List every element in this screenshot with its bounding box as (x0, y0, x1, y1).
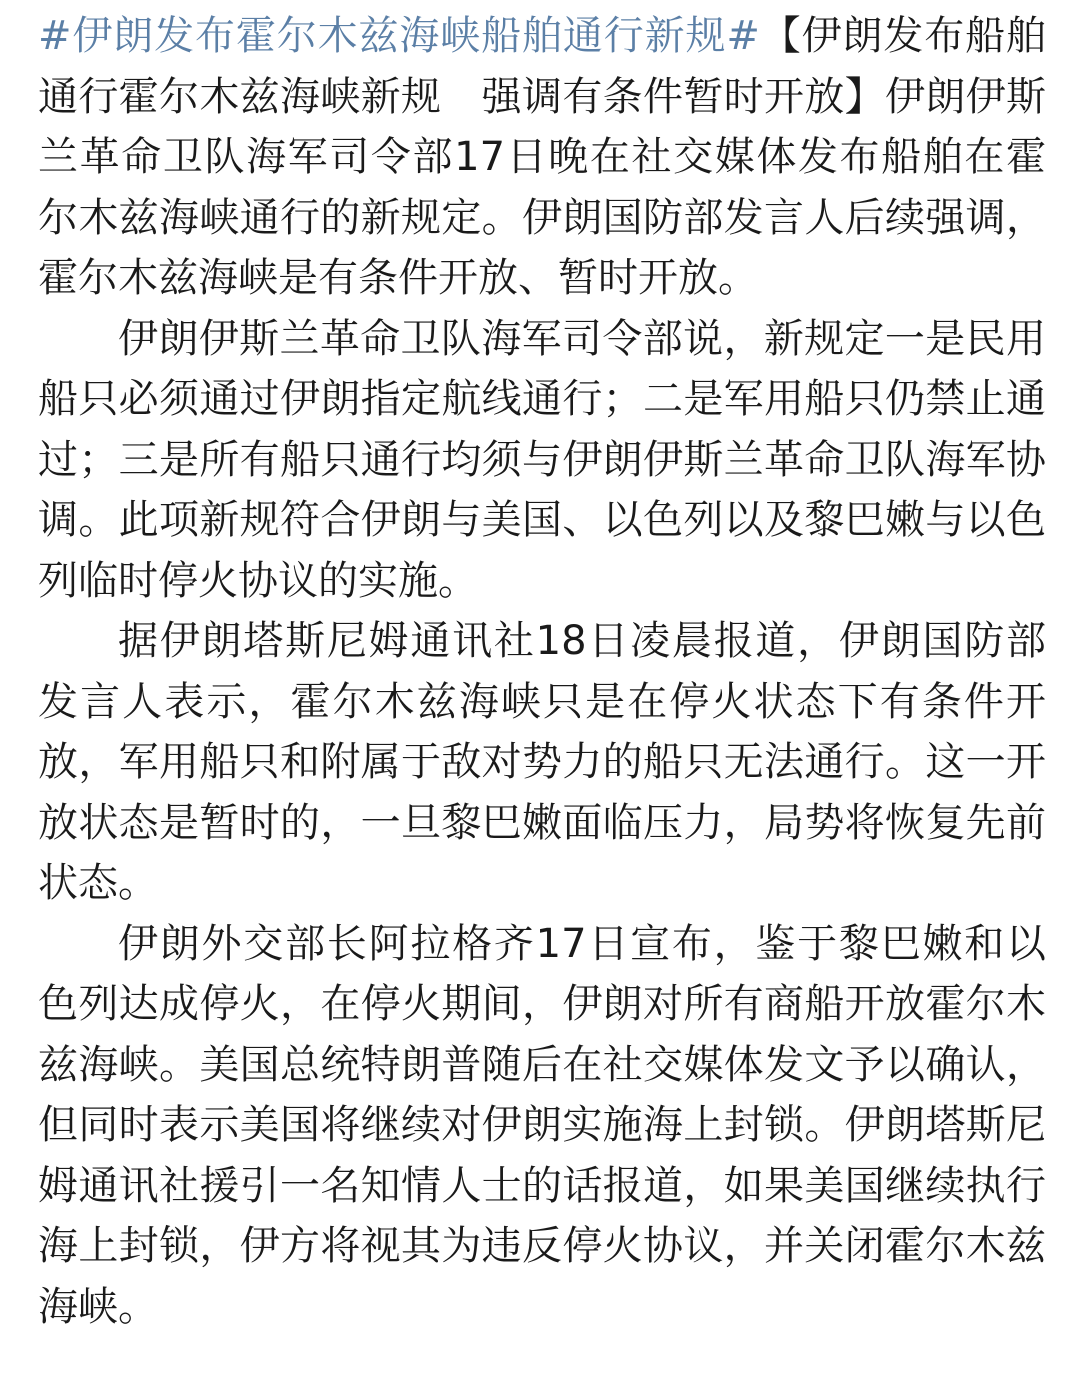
headline: 【伊朗发布船舶通行霍尔木兹海峡新规 强调有条件暂时开放】 (38, 13, 1047, 120)
post-body (38, 6, 1046, 1337)
paragraph-3: 据伊朗塔斯尼姆通讯社18日凌晨报道，伊朗国防部发言人表示，霍尔木兹海峡只是在停火状态下有条件开放，军用船只和附属于敌对势力的船只无法通行。这一开放状态是暂时的，一旦黎巴嫩面临压力，局势将恢复先前状态。 (38, 618, 1046, 906)
paragraph-1: 伊朗伊斯兰革命卫队海军司令部17日晚在社交媒体发布船舶在霍尔木兹海峡通行的新规定。伊朗国防部发言人后续强调，霍尔木兹海峡是有条件开放、暂时开放。 (38, 73, 1046, 301)
bottom-fade (0, 1383, 1074, 1397)
hashtag-link[interactable]: #伊朗发布霍尔木兹海峡船舶通行新规# (38, 13, 760, 59)
paragraph-2: 伊朗伊斯兰革命卫队海军司令部说，新规定一是民用船只必须通过伊朗指定航线通行；二是军用船只仍禁止通过；三是所有船只通行均须与伊朗伊斯兰革命卫队海军协调。此项新规符合伊朗与美国、以色列以及黎巴嫩与以色列临时停火协议的实施。 (38, 315, 1046, 604)
post-intro-paragraph (38, 6, 1046, 309)
paragraph-4: 伊朗外交部长阿拉格齐17日宣布，鉴于黎巴嫩和以色列达成停火，在停火期间，伊朗对所有商船开放霍尔木兹海峡。美国总统特朗普随后在社交媒体发文予以确认，但同时表示美国将继续对伊朗实施海上封锁。伊朗塔斯尼姆通讯社援引一名知情人士的话报道，如果美国继续执行海上封锁，伊方将视其为违反停火协议，并关闭霍尔木兹海峡。 (38, 920, 1046, 1330)
